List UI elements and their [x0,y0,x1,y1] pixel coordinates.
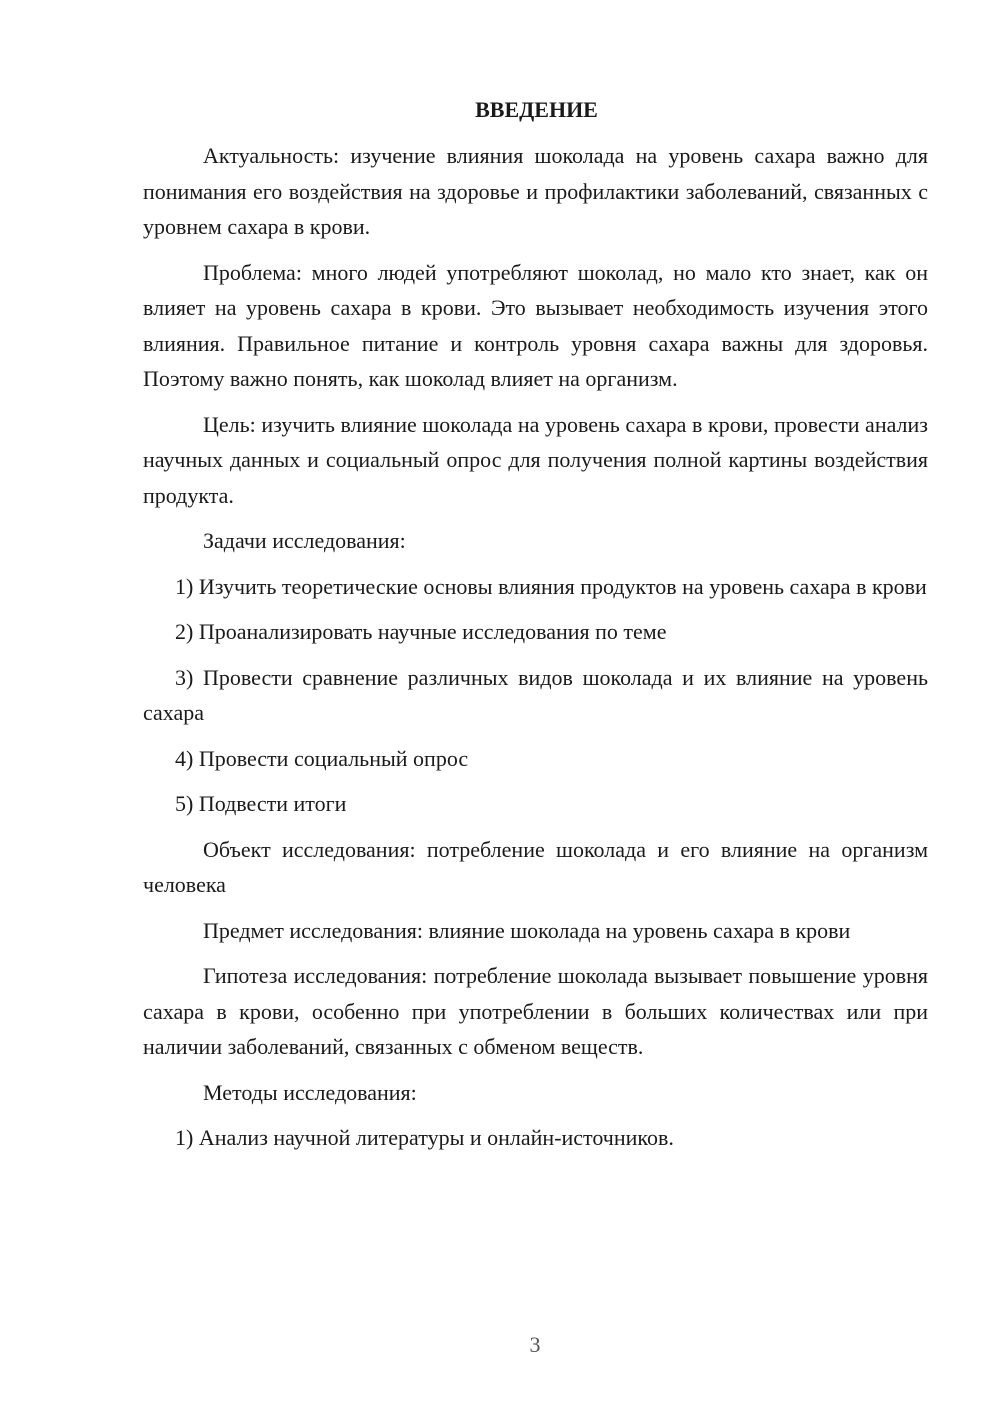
methods-heading: Методы исследования: [203,1079,417,1105]
method-item: 1) Анализ научной литературы и онлайн-источников. [175,1125,674,1150]
task-item: 3) Провести сравнение различных видов шоколада и их влияние на уровень сахара [143,664,928,725]
goal-paragraph: Цель: изучить влияние шоколада на уровень сахара в крови, провести анализ научных данных и социальный опрос для получения полной картины воздействия продукта. [143,411,928,508]
page-number: 3 [529,1332,541,1357]
task-item: 5) Подвести итоги [175,791,347,816]
tasks-heading: Задачи исследования: [203,528,406,553]
hypothesis-paragraph: Гипотеза исследования: потребление шоколада вызывает повышение уровня сахара в крови, особенно при употреблении в больших количествах или при наличии заболеваний, связанных с обменом веществ. [143,963,928,1059]
subject-paragraph: Предмет исследования: влияние шоколада на уровень сахара в крови [203,917,851,943]
page-title: ВВЕДЕНИЕ [475,97,598,122]
task-item: 2) Проанализировать научные исследования по теме [175,619,667,644]
task-item: 1) Изучить теоретические основы влияния продуктов на уровень сахара в крови [175,573,927,599]
document-page [143,94,928,1166]
object-paragraph: Объект исследования: потребление шоколада и его влияние на организм человека [143,836,928,897]
relevance-paragraph: Актуальность: изучение влияния шоколада на уровень сахара важно для понимания его воздействия на здоровье и профилактики заболеваний, связанных с уровнем сахара в крови. [143,143,928,239]
task-item: 4) Провести социальный опрос [175,745,469,771]
problem-paragraph: Проблема: много людей употребляют шоколад, но мало кто знает, как он влияет на уровень сахара в крови. Это вызывает необходимость изучения этого влияния. Правильное питание и контроль уровня сахара важны для здоровья. Поэтому важно понять, как шоколад влияет на организм. [143,259,928,391]
